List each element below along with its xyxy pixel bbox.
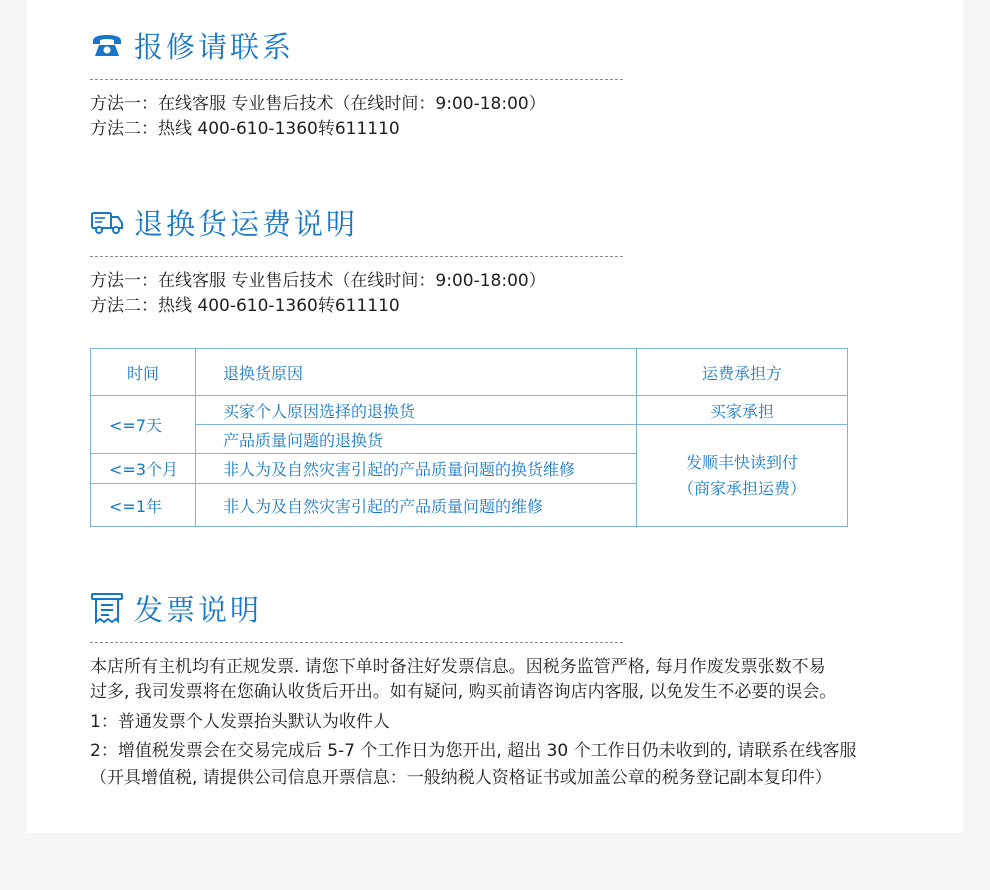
repair-section [90,25,623,142]
invoice-body [90,655,880,791]
payer-buyer: 买家承担 [637,396,848,425]
invoice-title: 发票说明 [134,592,263,627]
repair-title: 报修请联系 [134,29,295,64]
period-1-year: <=1年 [91,484,196,527]
invoice-item-1: 1：普通发票个人发票抬头默认为收件人 [90,712,390,732]
repair-method-2: 方法二：热线 400-610-1360转611110 [90,119,400,139]
returns-methods [90,269,623,319]
returns-title: 退换货运费说明 [134,206,359,241]
returns-section [90,202,623,319]
table-row [91,425,848,454]
invoice-item-2: 2：增值税发票会在交易完成后 5-7 个工作日为您开出, 超出 30 个工作日仍未收到的, 请联系在线客服 [90,741,857,761]
returns-method-2: 方法二：热线 400-610-1360转611110 [90,296,400,316]
reason-1-year: 非人为及自然灾害引起的产品质量问题的维修 [196,484,637,527]
repair-divider [90,79,623,80]
returns-divider [90,256,623,257]
repair-method-1: 方法一：在线客服 专业售后技术（在线时间：9:00-18:00） [90,94,546,114]
invoice-divider [90,642,623,643]
invoice-item-3: （开具增值税, 请提供公司信息开票信息：一般纳税人资格证书或加盖公章的税务登记副本复印件） [90,768,832,788]
period-3-months: <=3个月 [91,454,196,484]
table-row [91,396,848,425]
payer-seller-line-2: （商家承担运费） [677,478,806,498]
period-7-days: <=7天 [91,396,196,454]
reason-personal: 买家个人原因选择的退换货 [196,396,637,425]
table-header-row [91,349,848,396]
invoice-paragraph-line-1: 本店所有主机均有正规发票. 请您下单时备注好发票信息。因税务监管严格, 每月作废发票张数不易 [90,657,826,677]
invoice-paragraph-line-2: 过多, 我司发票将在您确认收货后开出。如有疑问, 购买前请咨询店内客服, 以免发生不必要的误会。 [90,682,837,702]
returns-policy-table [90,348,848,527]
invoice-section [90,588,880,791]
repair-methods [90,92,623,142]
payer-seller [637,425,848,527]
payer-seller-line-1: 发顺丰快读到付 [685,452,798,472]
header-payer: 运费承担方 [637,349,848,396]
delivery-truck-icon [90,205,124,239]
repair-heading [90,25,623,65]
returns-heading [90,202,623,242]
content-card [27,0,963,833]
invoice-heading [90,588,880,628]
reason-quality: 产品质量问题的退换货 [196,425,637,454]
invoice-receipt-icon [90,591,124,625]
header-time: 时间 [91,349,196,396]
telephone-icon [90,28,124,62]
returns-method-1: 方法一：在线客服 专业售后技术（在线时间：9:00-18:00） [90,271,546,291]
reason-3-months: 非人为及自然灾害引起的产品质量问题的换货维修 [196,454,637,484]
header-reason: 退换货原因 [196,349,637,396]
